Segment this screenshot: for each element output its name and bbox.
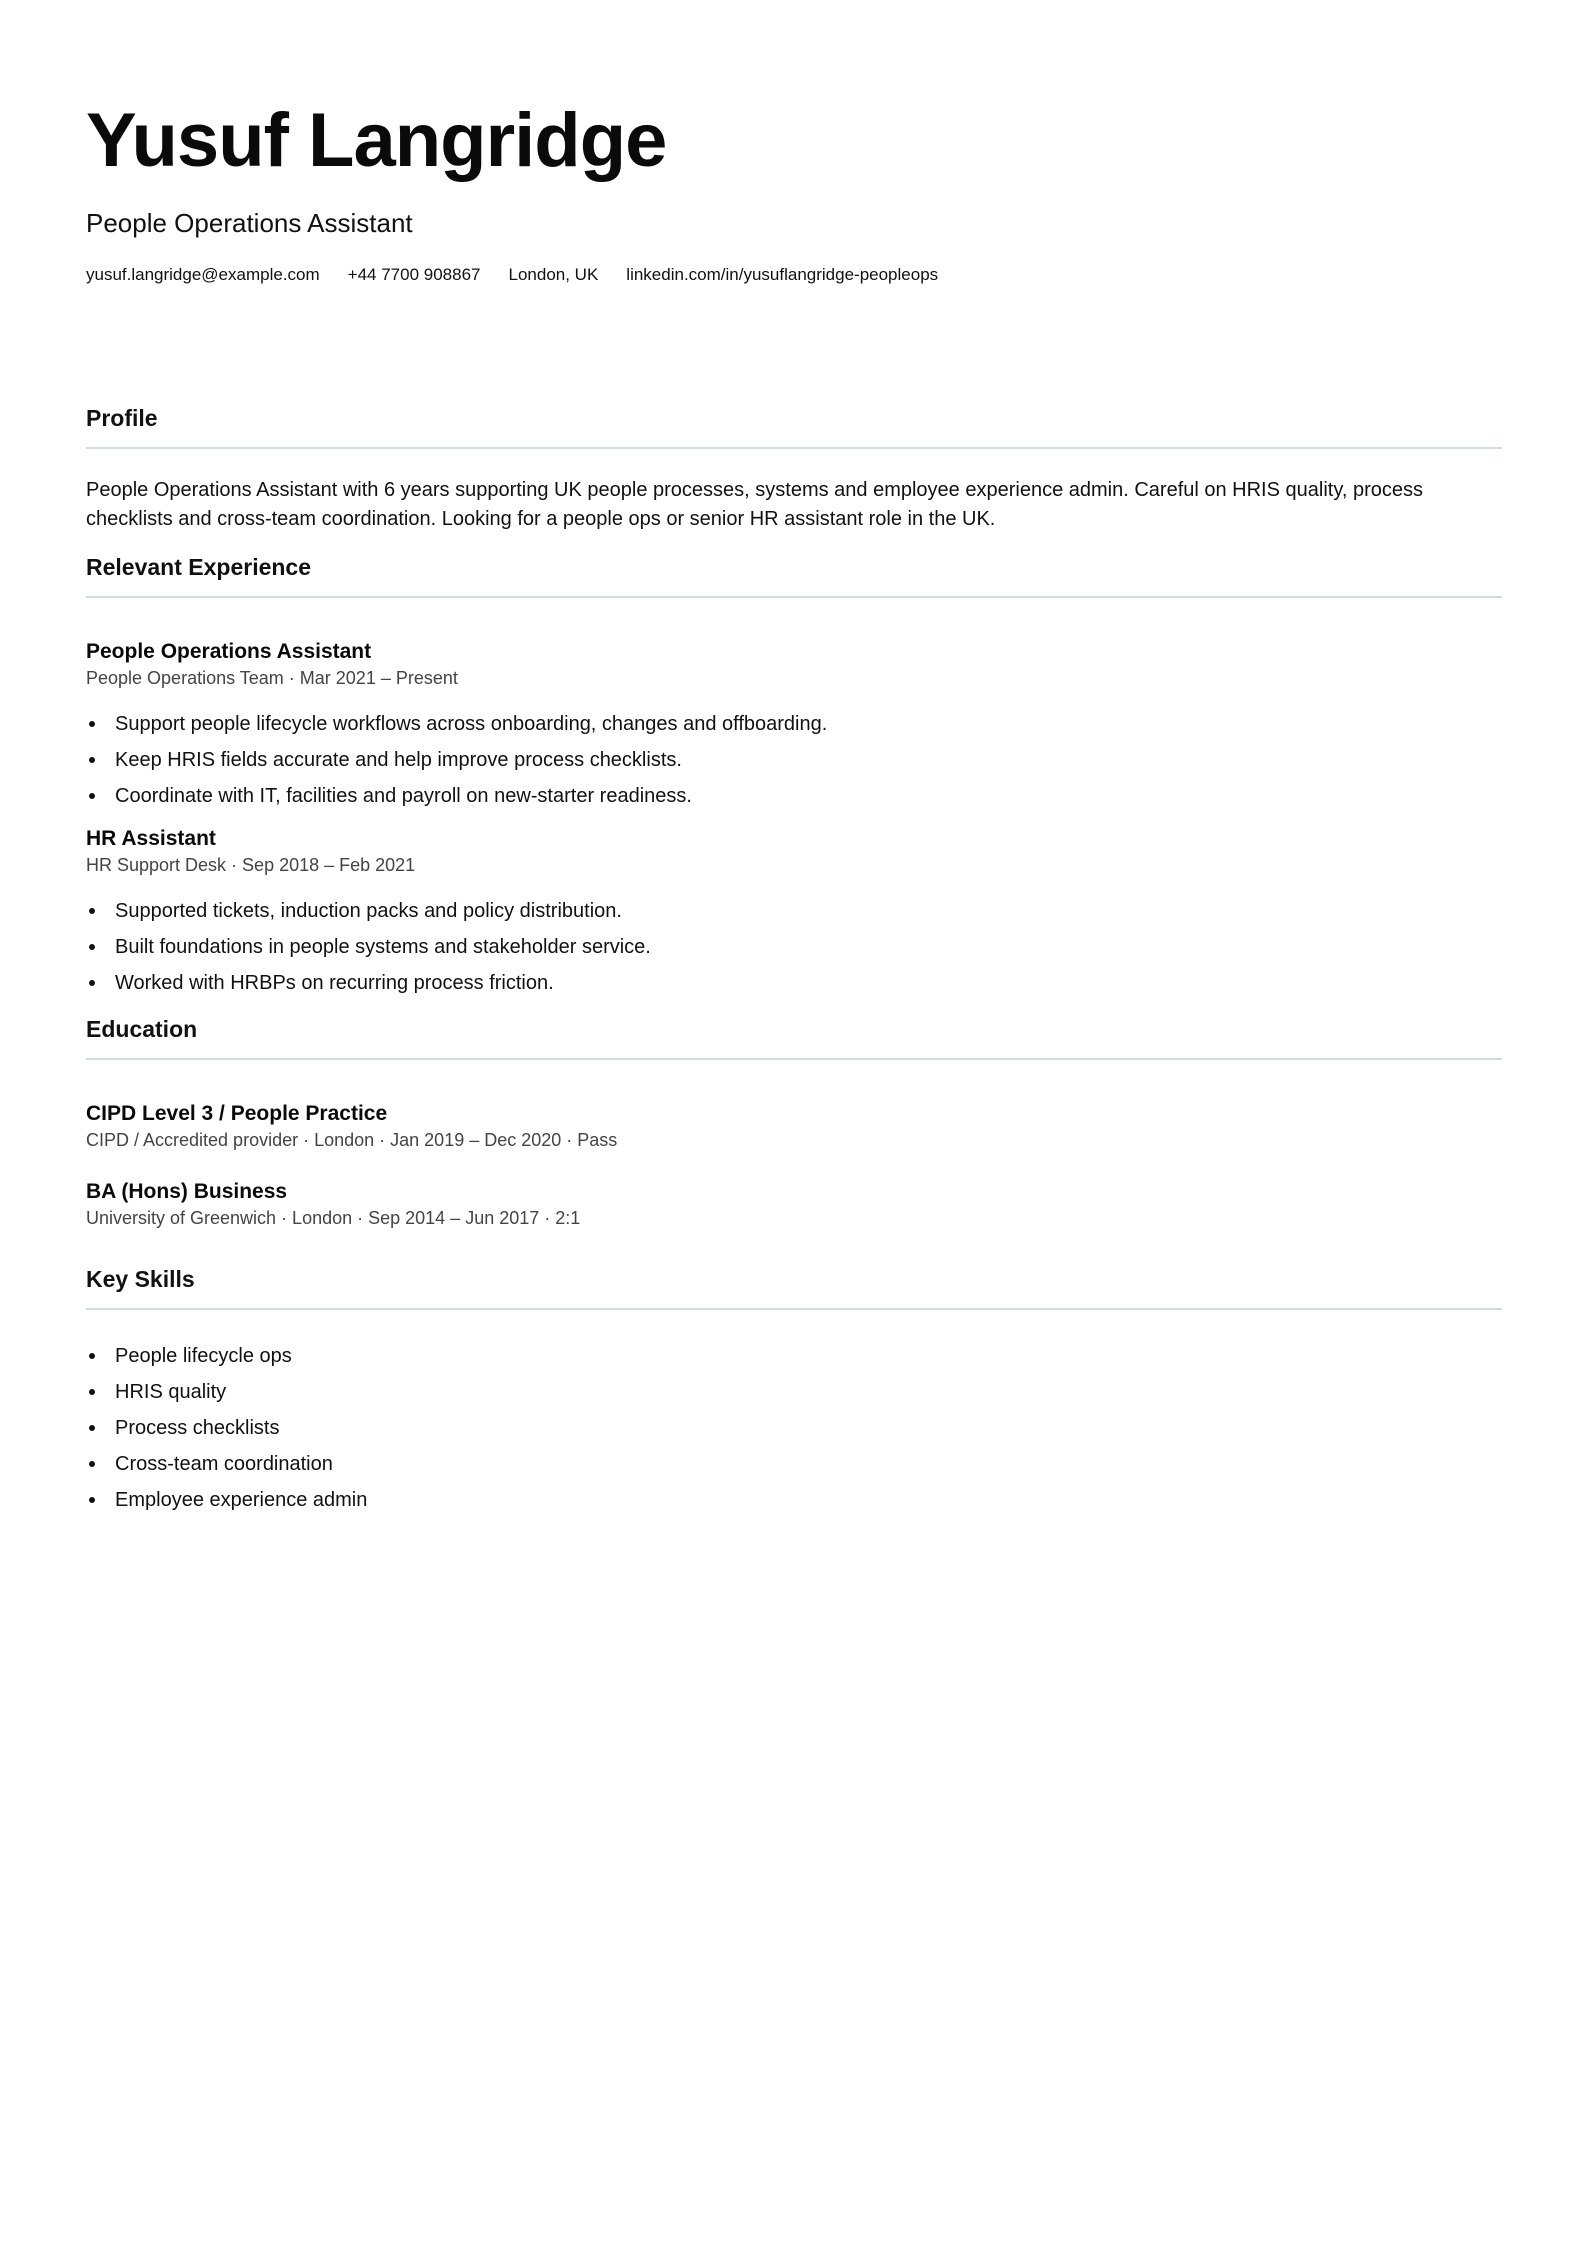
job-meta: HR Support Desk · Sep 2018 – Feb 2021 xyxy=(86,855,416,875)
job-entry xyxy=(86,825,1502,996)
education-meta: University of Greenwich · London · Sep 2014 – Jun 2017 · 2:1 xyxy=(86,1208,581,1228)
candidate-headline: People Operations Assistant xyxy=(86,208,413,238)
education-section xyxy=(86,1014,1502,1230)
job-title: People Operations Assistant xyxy=(86,640,372,663)
job-meta: People Operations Team · Mar 2021 – Present xyxy=(86,668,458,688)
profile-section xyxy=(86,403,1502,534)
section-title-profile: Profile xyxy=(86,405,158,431)
contact-location: London, UK xyxy=(508,265,599,284)
section-divider xyxy=(86,1308,1502,1310)
job-title: HR Assistant xyxy=(86,827,216,850)
list-item: Coordinate with IT, facilities and payroll on new-starter readiness. xyxy=(115,783,1502,809)
list-item: HRIS quality xyxy=(115,1379,1502,1405)
job-bullets xyxy=(86,898,1502,996)
list-item: Support people lifecycle workflows across onboarding, changes and offboarding. xyxy=(115,711,1502,737)
section-title-skills: Key Skills xyxy=(86,1266,195,1292)
contact-phone: +44 7700 908867 xyxy=(347,265,481,284)
list-item: Worked with HRBPs on recurring process friction. xyxy=(115,970,1502,996)
skills-list xyxy=(86,1343,1502,1513)
contact-row xyxy=(86,264,1502,286)
list-item: Employee experience admin xyxy=(115,1487,1502,1513)
section-title-education: Education xyxy=(86,1016,198,1042)
list-item: Supported tickets, induction packs and policy distribution. xyxy=(115,898,1502,924)
section-divider xyxy=(86,1058,1502,1060)
list-item: Built foundations in people systems and stakeholder service. xyxy=(115,934,1502,960)
job-bullets xyxy=(86,711,1502,809)
list-item: People lifecycle ops xyxy=(115,1343,1502,1369)
list-item: Keep HRIS fields accurate and help improve process checklists. xyxy=(115,747,1502,773)
list-item: Process checklists xyxy=(115,1415,1502,1441)
education-title: CIPD Level 3 / People Practice xyxy=(86,1102,388,1125)
contact-linkedin: linkedin.com/in/yusuflangridge-peopleops xyxy=(626,265,939,284)
section-divider xyxy=(86,596,1502,598)
skills-section xyxy=(86,1264,1502,1513)
section-divider xyxy=(86,447,1502,449)
experience-section xyxy=(86,552,1502,996)
education-entry xyxy=(86,1178,1502,1230)
education-entry xyxy=(86,1100,1502,1152)
profile-summary: People Operations Assistant with 6 years supporting UK people processes, systems and employee experience admin. Careful on HRIS quality, process checklists and cross-team coordination. Looking for a people ops or senior HR assistant role in the UK. xyxy=(86,479,1423,530)
candidate-name: Yusuf Langridge xyxy=(86,98,667,183)
section-title-experience: Relevant Experience xyxy=(86,554,312,580)
job-entry xyxy=(86,638,1502,809)
education-title: BA (Hons) Business xyxy=(86,1180,288,1203)
list-item: Cross-team coordination xyxy=(115,1451,1502,1477)
contact-email: yusuf.langridge@example.com xyxy=(86,265,320,284)
education-meta: CIPD / Accredited provider · London · Jan 2019 – Dec 2020 · Pass xyxy=(86,1130,618,1150)
